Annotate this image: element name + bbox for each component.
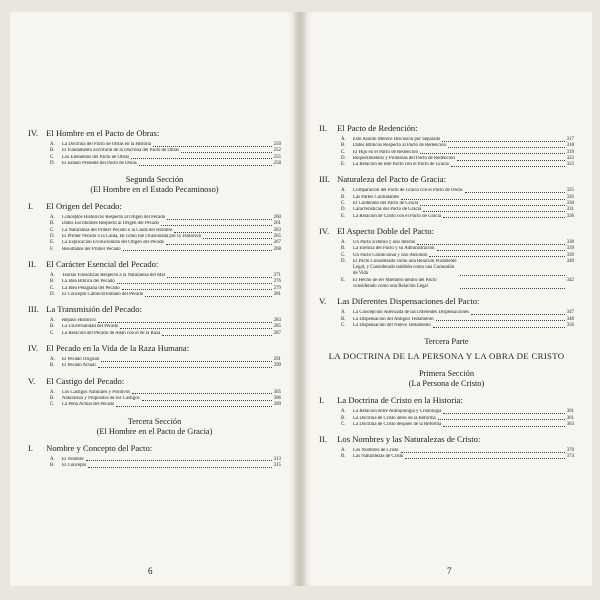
section-heading — [319, 434, 574, 445]
toc-entry — [341, 259, 574, 278]
entry-title: La Idea Pelagiana del Pecado — [62, 285, 120, 291]
caption-line: Tercera Sección — [127, 416, 182, 426]
entry-title: El Hijo en el Pacto de Redención — [353, 149, 418, 155]
entry-page: 374 — [566, 454, 574, 460]
entry-title: La Idea Bíblica del Pecado — [62, 279, 115, 285]
entry-letter: D. — [50, 234, 55, 240]
entry-page: 363 — [566, 421, 574, 427]
dot-leader — [117, 279, 272, 284]
dot-leader — [88, 463, 271, 468]
left-page — [10, 12, 295, 586]
section-heading — [28, 128, 281, 139]
entry-title: Conceptos Históricos Respecto al Origen del Pecado — [62, 215, 166, 221]
entry-title: El Concepto — [62, 462, 87, 468]
entry-letter: E. — [341, 162, 346, 168]
entry-letter: D. — [50, 291, 55, 297]
toc-sublist — [50, 142, 281, 167]
caption-line: Primera Sección — [418, 369, 475, 379]
dot-leader — [457, 156, 565, 161]
entry-page: 325 — [566, 188, 574, 194]
entry-page: 287 — [273, 330, 281, 336]
section-caption — [319, 337, 574, 347]
toc-sublist — [50, 318, 281, 337]
entry-letter: A. — [341, 239, 346, 245]
right-page-content — [319, 117, 574, 465]
entry-page: 336 — [566, 213, 574, 219]
section-numeral: III. — [319, 174, 330, 185]
dot-leader — [460, 278, 565, 289]
entry-title: La Esencia del Pacto y su Administración — [353, 246, 435, 252]
section-heading — [319, 395, 574, 406]
caption-line: (El Hombre en el Pacto de Gracia) — [96, 426, 213, 436]
toc-entry — [50, 463, 281, 469]
section-heading — [28, 201, 281, 212]
section-heading — [28, 343, 281, 354]
entry-letter: E. — [341, 213, 346, 219]
entry-letter: D. — [341, 258, 346, 264]
toc-sublist — [341, 137, 574, 168]
entry-page: 306 — [273, 395, 281, 401]
dot-leader — [98, 318, 272, 323]
section-numeral: II. — [319, 123, 327, 133]
entry-page: 330 — [566, 201, 574, 207]
entry-page: 342 — [566, 277, 574, 283]
entry-page: 347 — [566, 310, 574, 316]
caption-line: Segunda Sección — [125, 175, 184, 185]
section-title: El Aspecto Doble del Pacto: — [337, 225, 435, 236]
section-numeral: I. — [28, 442, 34, 453]
entry-title: Este Asunto Merece Discusión por Separado — [353, 137, 441, 142]
entry-letter: C. — [50, 285, 55, 291]
entry-letter: C. — [50, 227, 55, 233]
entry-letter: A. — [341, 137, 346, 142]
entry-page: 267 — [273, 240, 281, 246]
section-heading — [319, 226, 574, 237]
section-numeral: I. — [28, 201, 34, 212]
entry-letter: C. — [341, 421, 346, 427]
dot-leader — [131, 155, 271, 160]
entry-title: Un Pacto Condicional y uno Absoluto — [353, 252, 428, 258]
section-caption — [319, 369, 574, 389]
dot-leader — [451, 162, 565, 167]
entry-title: Las Naturalezas de Cristo — [353, 454, 404, 460]
part-title — [319, 351, 574, 361]
dot-leader — [123, 247, 272, 252]
entry-page: 260 — [273, 215, 281, 221]
section-numeral: IV. — [28, 128, 39, 138]
section-title: La Transmisión del Pecado: — [46, 304, 142, 315]
dot-leader — [120, 324, 271, 329]
entry-page: 331 — [566, 207, 574, 213]
entry-title: El Primer Pecado o la Caída, tal como fue Ocasionada por la Tentación — [62, 234, 202, 240]
entry-title: La Doctrina del Pacto de Obras en la Historia — [62, 142, 152, 147]
section-heading — [319, 174, 574, 185]
entry-letter: B. — [50, 324, 55, 330]
caption-line: LA DOCTRINA DE LA PERSONA Y LA OBRA DE CRISTO — [328, 351, 565, 362]
section-title: El Hombre en el Pacto de Obras: — [46, 128, 160, 138]
entry-title: La Dispensación del Antiguo Testamento — [353, 316, 434, 322]
caption-line: (El Hombre en el Estado Pecaminoso) — [90, 185, 219, 195]
entry-letter: A. — [50, 142, 55, 147]
section-title: Nombre y Concepto del Pacto: — [46, 442, 153, 453]
entry-letter: A. — [341, 188, 346, 194]
toc-entry — [341, 454, 574, 460]
entry-letter: B. — [341, 194, 346, 200]
entry-page: 322 — [566, 155, 574, 161]
dot-leader — [162, 331, 271, 336]
dot-leader — [101, 357, 271, 362]
entry-page: 339 — [566, 252, 574, 258]
entry-page: 338 — [566, 239, 574, 245]
entry-letter: B. — [50, 363, 55, 369]
toc-entry — [50, 292, 281, 298]
entry-page: 370 — [566, 448, 574, 454]
entry-letter: D. — [341, 207, 346, 213]
dot-leader — [153, 142, 272, 147]
entry-title: La Pena Actual del Pecado — [62, 402, 115, 408]
entry-page: 348 — [566, 316, 574, 322]
dot-leader — [443, 409, 564, 414]
entry-page: 263 — [273, 227, 281, 233]
entry-page: 283 — [273, 318, 281, 324]
entry-title: El Pecado Actual — [62, 363, 96, 369]
entry-letter: C. — [50, 154, 55, 160]
dot-leader — [423, 207, 564, 212]
section-title: El Castigo del Pecado: — [46, 375, 125, 386]
section-heading — [319, 123, 574, 134]
toc-entry — [50, 331, 281, 337]
entry-page: 323 — [566, 162, 574, 168]
entry-page: 305 — [273, 389, 281, 395]
entry-letter: A. — [341, 310, 346, 316]
entry-page: 250 — [273, 142, 281, 147]
entry-title: El Hecho de ser Miembro dentro del Pacto considerado como una Relación Legal — [353, 277, 437, 290]
dot-leader — [417, 240, 564, 245]
toc-sublist — [50, 273, 281, 298]
entry-page: 319 — [566, 149, 574, 155]
entry-letter: D. — [341, 155, 346, 161]
entry-title: Datos Escriturales Respecto al Origen del Pecado — [62, 221, 159, 227]
toc-sublist — [50, 390, 281, 409]
entry-letter: B. — [50, 221, 55, 227]
toc-entry — [50, 402, 281, 408]
dot-leader — [405, 454, 564, 459]
entry-title: La Doctrina de Cristo antes de la Reforma — [353, 415, 436, 421]
entry-letter: C. — [341, 201, 346, 207]
entry-letter: B. — [50, 279, 55, 285]
entry-letter: A. — [341, 448, 346, 454]
entry-page: 279 — [273, 285, 281, 291]
entry-title: El Pecado Original — [62, 357, 100, 363]
toc-sublist — [341, 188, 574, 219]
entry-title: El Nombre — [62, 456, 84, 462]
dot-leader — [420, 150, 565, 155]
page-number: 7 — [447, 566, 452, 576]
entry-page: 356 — [566, 322, 574, 328]
toc-sublist — [50, 357, 281, 370]
entry-letter: C. — [341, 252, 346, 258]
entry-page: 268 — [273, 246, 281, 252]
toc-sublist — [341, 310, 574, 329]
dot-leader — [86, 457, 272, 462]
entry-page: 361 — [566, 409, 574, 415]
dot-leader — [145, 292, 271, 297]
toc-sublist — [341, 409, 574, 428]
entry-letter: B. — [341, 454, 346, 460]
section-heading — [28, 376, 281, 387]
entry-title: Resultados del Primer Pecado — [62, 246, 121, 252]
entry-page: 313 — [273, 456, 281, 462]
toc-entry — [50, 161, 281, 167]
entry-title: La Universalidad del Pecado — [62, 324, 119, 330]
page-number: 6 — [148, 566, 153, 576]
toc-entry — [341, 278, 574, 291]
entry-letter: B. — [341, 316, 346, 322]
dot-leader — [161, 221, 272, 226]
section-numeral: I. — [319, 395, 325, 406]
entry-page: 339 — [566, 246, 574, 252]
entry-letter: B. — [50, 148, 55, 154]
left-page-content — [28, 122, 281, 473]
dot-leader — [139, 161, 272, 166]
entry-letter: B. — [341, 246, 346, 252]
entry-letter: B. — [341, 415, 346, 421]
dot-leader — [442, 137, 564, 142]
toc-sublist — [341, 448, 574, 461]
entry-letter: B. — [50, 462, 55, 468]
section-heading — [28, 443, 281, 454]
entry-page: 361 — [566, 415, 574, 421]
entry-title: La Concepción Adecuada de las Diferentes Dispensaciones — [353, 310, 469, 316]
dot-leader — [181, 148, 271, 153]
section-title: El Carácter Esencial del Pecado: — [46, 258, 159, 269]
entry-page: 255 — [273, 154, 281, 160]
dot-leader — [443, 214, 565, 219]
section-heading — [28, 304, 281, 315]
dot-leader — [166, 240, 271, 245]
toc-sublist — [50, 215, 281, 253]
entry-page: 326 — [566, 194, 574, 200]
entry-title: El Estado Presente del Pacto de Obras — [62, 160, 137, 166]
entry-title: La Relación de este Pacto con el Pacto de Gracia — [353, 162, 449, 168]
entry-title: Naturaleza y Propósitos de los Castigos — [62, 395, 140, 401]
dot-leader — [132, 390, 271, 395]
entry-letter: C. — [50, 330, 55, 336]
toc-entry — [50, 363, 281, 369]
entry-page: 265 — [273, 234, 281, 240]
caption-line: Tercera Parte — [424, 337, 469, 347]
entry-page: 285 — [273, 324, 281, 330]
section-title: El Pecado en la Vida de la Raza Humana: — [46, 343, 190, 354]
entry-letter: D. — [50, 160, 55, 166]
book-gutter — [295, 12, 305, 586]
dot-leader — [142, 396, 272, 401]
section-caption — [28, 175, 281, 195]
entry-page: 340 — [566, 258, 574, 264]
section-heading — [319, 296, 574, 307]
entry-page: 317 — [566, 137, 574, 142]
entry-page: 291 — [273, 357, 281, 363]
entry-title: Características del Pacto de Gracia — [353, 207, 422, 213]
entry-page: 309 — [273, 402, 281, 408]
entry-title: El Contenido del Pacto de Gracia — [353, 201, 419, 207]
entry-title: Las Partes Contratantes — [353, 194, 400, 200]
entry-letter: A. — [50, 456, 55, 462]
toc-entry — [341, 422, 574, 428]
entry-title: El Pacto Considerado como una Relación Puramente Legal, y Considerado también como una Comunión de Vida — [353, 258, 457, 277]
entry-title: La Doctrina de Cristo después de la Reforma — [353, 421, 442, 427]
entry-letter: A. — [341, 409, 346, 415]
section-title: Naturaleza del Pacto de Gracia: — [337, 174, 446, 185]
entry-letter: B. — [341, 143, 346, 149]
dot-leader — [420, 201, 564, 206]
dot-leader — [167, 273, 272, 278]
section-numeral: V. — [319, 296, 327, 307]
entry-title: El Fundamento Escritural de la Doctrina del Pacto de Obras — [62, 148, 180, 154]
section-numeral: III. — [28, 304, 39, 315]
entry-title: La Explicación Evolucionista del Origen del Pecado — [62, 240, 165, 246]
dot-leader — [433, 323, 565, 328]
entry-page: 252 — [273, 148, 281, 154]
entry-title: Datos Bíblicos Respecto al Pacto de Redención — [353, 143, 446, 149]
dot-leader — [203, 234, 272, 239]
entry-title: La Relación de Cristo con el Pacto de Gracia — [353, 213, 441, 219]
dot-leader — [465, 188, 565, 193]
section-title: Los Nombres y las Naturalezas de Cristo: — [337, 434, 481, 445]
entry-title: Requerimientos y Promesas del Pacto de Redención — [353, 155, 455, 161]
entry-letter: A. — [50, 215, 55, 221]
entry-page: 315 — [273, 462, 281, 468]
entry-page: 261 — [273, 221, 281, 227]
section-numeral: II. — [28, 258, 36, 269]
entry-letter: C. — [341, 149, 346, 155]
section-numeral: II. — [319, 434, 327, 445]
section-title: El Origen del Pecado: — [46, 201, 122, 212]
entry-title: Comparación del Pacto de Gracia con el Pacto de Obras — [353, 188, 463, 194]
dot-leader — [401, 448, 565, 453]
section-caption — [28, 417, 281, 437]
entry-page: 258 — [273, 160, 281, 166]
entry-title: Un Pacto Externo y uno Interno — [353, 239, 416, 245]
entry-title: Teorías Filosóficas Respecto a la Naturaleza del Mal — [62, 272, 166, 278]
entry-letter: A. — [50, 318, 55, 324]
dot-leader — [460, 259, 565, 276]
dot-leader — [471, 310, 565, 315]
dot-leader — [438, 416, 565, 421]
toc-entry — [341, 214, 574, 220]
entry-page: 276 — [273, 279, 281, 285]
entry-letter: F. — [50, 246, 54, 252]
toc-entry — [341, 162, 574, 168]
dot-leader — [436, 317, 565, 322]
entry-title: Los Elementos del Pacto de Obras — [62, 154, 130, 160]
entry-title: Los Nombres de Cristo — [353, 448, 399, 454]
entry-title: El Concepto Católicorromano del Pecado — [62, 291, 144, 297]
entry-page: 271 — [273, 272, 281, 278]
section-title: Las Diferentes Dispensaciones del Pacto: — [337, 296, 480, 307]
dot-leader — [443, 422, 565, 427]
section-numeral: IV. — [28, 343, 39, 354]
dot-leader — [437, 246, 565, 251]
entry-letter: A. — [50, 357, 55, 363]
entry-letter: C. — [50, 402, 55, 408]
entry-letter: A. — [50, 389, 55, 395]
entry-title: La Dispensación del Nuevo Testamento — [353, 322, 431, 328]
entry-letter: E. — [341, 277, 346, 283]
entry-letter: B. — [50, 395, 55, 401]
dot-leader — [122, 286, 272, 291]
dot-leader — [429, 253, 564, 258]
entry-letter: C. — [341, 322, 346, 328]
entry-page: 318 — [566, 143, 574, 149]
section-heading — [28, 259, 281, 270]
toc-entry — [341, 323, 574, 329]
dot-leader — [98, 363, 272, 368]
entry-letter: A. — [50, 272, 55, 278]
toc-sublist — [50, 457, 281, 470]
toc-entry — [50, 247, 281, 253]
entry-title: Los Castigos Naturales y Positivos — [62, 389, 131, 395]
entry-page: 281 — [273, 291, 281, 297]
dot-leader — [401, 195, 564, 200]
dot-leader — [116, 402, 271, 407]
entry-title: Repaso Histórico — [62, 318, 96, 324]
dot-leader — [167, 215, 271, 220]
entry-page: 299 — [273, 363, 281, 369]
caption-line: (La Persona de Cristo) — [408, 379, 485, 389]
entry-letter: E. — [50, 240, 55, 246]
section-numeral: IV. — [319, 225, 330, 236]
section-title: La Doctrina de Cristo en la Historia: — [337, 395, 463, 406]
entry-title: La Naturaleza del Primer Pecado o la Caída del Hombre — [62, 227, 173, 233]
section-numeral: V. — [28, 375, 36, 386]
dot-leader — [448, 143, 565, 148]
entry-title: La Relación del Pecado de Adán con el de la Raza — [62, 330, 161, 336]
right-page — [305, 12, 592, 586]
section-title: El Pacto de Redención: — [337, 123, 418, 133]
toc-sublist — [341, 240, 574, 290]
dot-leader — [174, 228, 272, 233]
entry-title: La Relación entre Antropología y Cristología — [353, 409, 442, 415]
